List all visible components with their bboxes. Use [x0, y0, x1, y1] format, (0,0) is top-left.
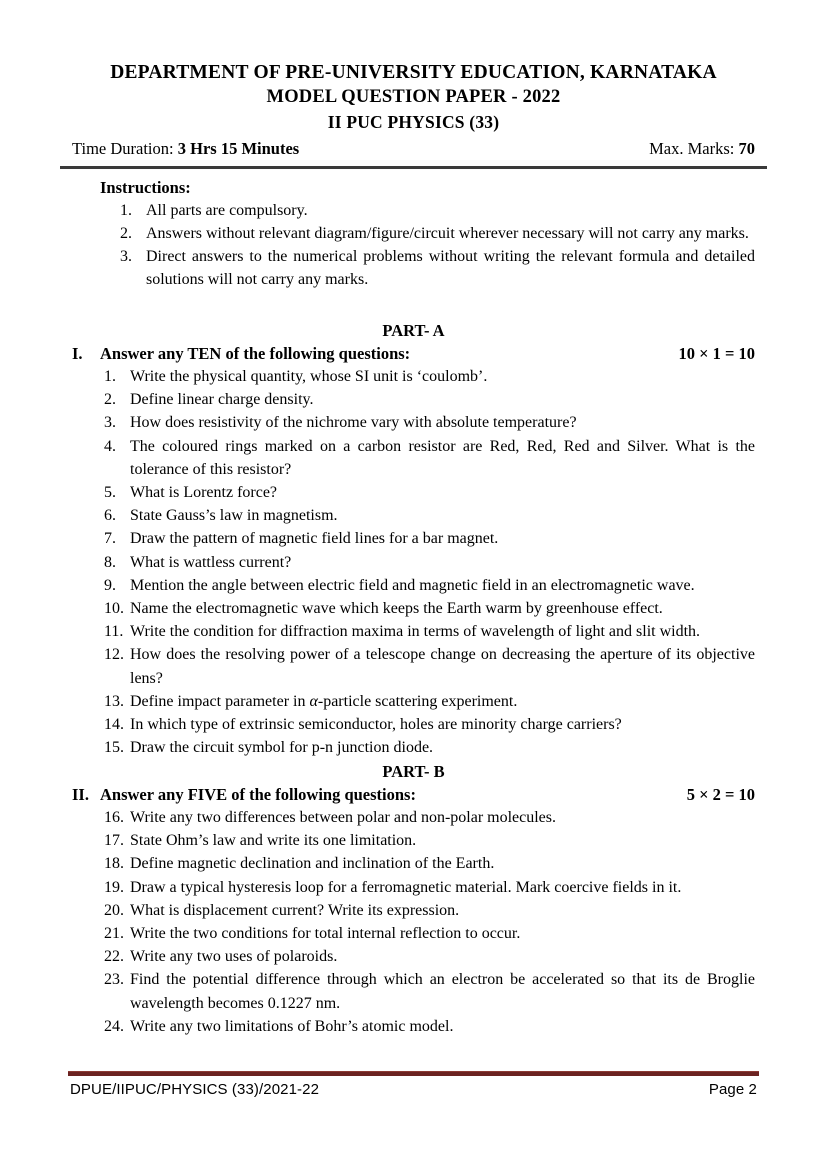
question-text: Draw the pattern of magnetic field lines for a bar magnet. — [130, 530, 499, 548]
question-item — [72, 620, 755, 643]
question-number: 11. — [104, 623, 124, 641]
question-text: State Ohm’s law and write its one limitation. — [130, 832, 417, 850]
question-number: 21. — [104, 925, 124, 943]
footer-document-code: DPUE/IIPUC/PHYSICS (33)/2021-22 — [70, 1081, 320, 1098]
question-item — [72, 736, 755, 759]
part-a-roman: I. — [72, 344, 83, 363]
question-number: 6. — [104, 507, 116, 525]
question-item — [72, 922, 755, 945]
question-text: How does resistivity of the nichrome vary with absolute temperature? — [130, 414, 577, 432]
part-a-marks: 10 × 1 = 10 — [678, 344, 755, 363]
question-number: 10. — [104, 600, 124, 618]
question-number: 18. — [104, 855, 124, 873]
question-item — [72, 597, 755, 620]
instructions-heading: Instructions: — [100, 178, 191, 197]
part-b-heading: PART- B — [382, 762, 445, 781]
instructions-list — [100, 199, 755, 291]
instruction-text: Answers without relevant diagram/figure/circuit wherever necessary will not carry any marks. — [146, 225, 749, 242]
question-text: The coloured rings marked on a carbon resistor are Red, Red, Red and Silver. What is the tolerance of this resistor? — [130, 437, 755, 478]
instruction-item — [100, 199, 755, 222]
question-item — [72, 504, 755, 527]
page-footer — [70, 1081, 757, 1098]
question-number: 16. — [104, 809, 124, 826]
question-text: How does the resolving power of a telescope change on decreasing the aperture of its objective lens? — [130, 646, 755, 687]
instructions-section — [100, 177, 755, 291]
question-item — [72, 527, 755, 550]
question-text: Define magnetic declination and inclination of the Earth. — [130, 855, 495, 873]
question-item — [72, 713, 755, 736]
time-duration-label: Time Duration: — [72, 139, 178, 158]
question-text: Find the potential difference through which an electron be accelerated so that its de Broglie wavelength becomes 0.1227 nm. — [130, 971, 755, 1012]
document-header — [0, 60, 827, 135]
question-text: State Gauss’s law in magnetism. — [130, 507, 338, 525]
question-number: 13. — [104, 692, 124, 710]
part-a-instruction: Answer any TEN of the following questions: — [100, 344, 411, 363]
question-number: 8. — [104, 553, 116, 571]
question-text: Write any two differences between polar and non-polar molecules. — [130, 809, 557, 826]
time-duration — [72, 139, 299, 159]
instruction-number: 1. — [120, 202, 132, 219]
question-number: 20. — [104, 901, 124, 919]
part-a-instruction-row — [72, 342, 755, 365]
time-duration-value: 3 Hrs 15 Minutes — [177, 139, 300, 158]
max-marks-label: Max. Marks: — [649, 139, 739, 158]
header-line-paper-title: MODEL QUESTION PAPER - 2022 — [266, 87, 561, 107]
question-number: 7. — [104, 530, 116, 548]
header-line-subject: II PUC PHYSICS (33) — [327, 112, 500, 132]
question-text: Define linear charge density. — [130, 391, 314, 409]
footer-divider-rule — [68, 1071, 759, 1076]
part-b-roman: II. — [72, 785, 89, 804]
part-b-question-list — [72, 806, 755, 1038]
question-item — [72, 388, 755, 411]
question-text: What is wattless current? — [130, 553, 292, 571]
question-item — [72, 829, 755, 852]
part-a-section — [72, 320, 755, 759]
question-number: 9. — [104, 576, 116, 594]
instruction-number: 3. — [120, 248, 132, 265]
question-item — [72, 435, 755, 481]
question-text: Mention the angle between electric field and magnetic field in an electromagnetic wave. — [130, 576, 695, 594]
part-b-section — [72, 761, 755, 1038]
question-item — [72, 411, 755, 434]
question-number: 1. — [104, 368, 116, 385]
question-item — [72, 551, 755, 574]
question-number: 5. — [104, 484, 116, 502]
question-text: Define impact parameter in α-particle scattering experiment. — [130, 692, 518, 710]
question-item — [72, 806, 755, 829]
instruction-number: 2. — [120, 225, 132, 242]
question-text: What is displacement current? Write its expression. — [130, 901, 460, 919]
question-item — [72, 945, 755, 968]
exam-meta-row — [72, 139, 755, 159]
question-text: Write the physical quantity, whose SI unit is ‘coulomb’. — [130, 368, 488, 385]
question-text: Draw a typical hysteresis loop for a ferromagnetic material. Mark coercive fields in it. — [130, 878, 682, 896]
question-text: Name the electromagnetic wave which keeps the Earth warm by greenhouse effect. — [130, 600, 663, 618]
question-number: 12. — [104, 646, 124, 664]
header-line-department: DEPARTMENT OF PRE-UNIVERSITY EDUCATION, KARNATAKA — [110, 62, 717, 83]
question-text: Write any two uses of polaroids. — [130, 948, 338, 966]
question-item — [72, 365, 755, 388]
question-number: 17. — [104, 832, 124, 850]
question-text: In which type of extrinsic semiconductor, holes are minority charge carriers? — [130, 716, 622, 734]
max-marks — [649, 139, 755, 159]
question-item — [72, 852, 755, 875]
question-number: 4. — [104, 437, 116, 455]
part-a-heading: PART- A — [382, 321, 445, 340]
question-number: 23. — [104, 971, 124, 989]
instruction-item — [100, 245, 755, 291]
question-item — [72, 481, 755, 504]
header-divider-rule — [60, 166, 767, 169]
instruction-text: Direct answers to the numerical problems without writing the relevant formula and detailed solutions will not carry any marks. — [146, 248, 755, 288]
question-item — [72, 574, 755, 597]
question-number: 22. — [104, 948, 124, 966]
question-item — [72, 690, 755, 713]
question-text: Write the condition for diffraction maxima in terms of wavelength of light and slit width. — [130, 623, 701, 641]
question-item — [72, 899, 755, 922]
question-number: 2. — [104, 391, 116, 409]
footer-page-number: Page 2 — [708, 1081, 757, 1098]
part-a-question-list — [72, 365, 755, 759]
question-item — [72, 876, 755, 899]
question-text: Write any two limitations of Bohr’s atomic model. — [130, 1017, 454, 1035]
question-number: 15. — [104, 739, 124, 757]
part-b-marks: 5 × 2 = 10 — [686, 785, 755, 804]
max-marks-value: 70 — [738, 139, 755, 158]
instruction-item — [100, 222, 755, 245]
part-b-instruction: Answer any FIVE of the following questions: — [100, 785, 416, 804]
part-b-instruction-row — [72, 783, 755, 806]
question-number: 24. — [104, 1017, 124, 1035]
question-item — [72, 968, 755, 1014]
question-item — [72, 1015, 755, 1038]
question-text: Write the two conditions for total internal reflection to occur. — [130, 925, 521, 943]
question-number: 14. — [104, 716, 124, 734]
question-text: Draw the circuit symbol for p-n junction diode. — [130, 739, 434, 757]
question-text: What is Lorentz force? — [130, 484, 278, 502]
question-number: 3. — [104, 414, 116, 432]
question-item — [72, 643, 755, 689]
instruction-text: All parts are compulsory. — [146, 202, 308, 219]
question-number: 19. — [104, 878, 124, 896]
